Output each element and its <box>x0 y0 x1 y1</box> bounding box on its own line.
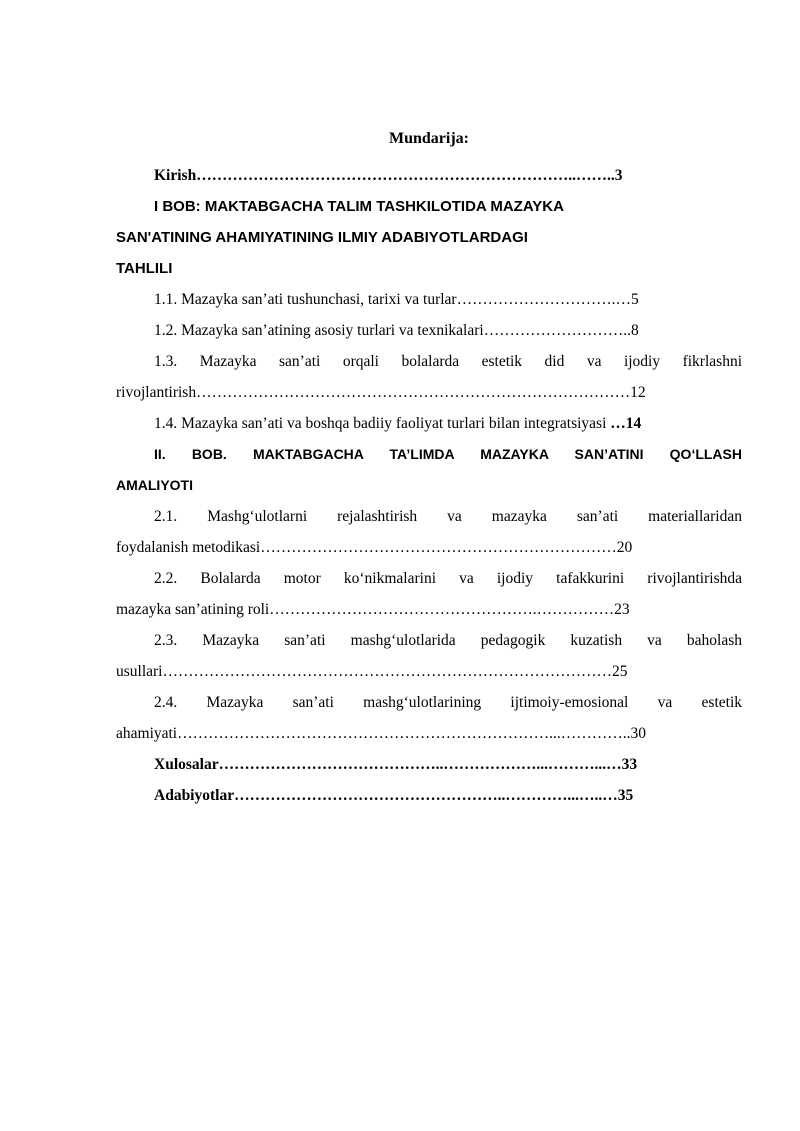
toc-chapter-2-line-2: AMALIYOTI <box>116 477 193 493</box>
toc-1-3-line-2 <box>116 377 742 408</box>
toc-2-3-line-2 <box>116 656 742 687</box>
toc-conclusions-dots: ……………………………………..………………...………...… <box>218 756 622 773</box>
toc-2-4-line-1: 2.4. Mazayka san’ati mashg‘ulotlarining ijtimoiy-emosional va estetik <box>154 694 742 711</box>
toc-references-label: Adabiyotlar <box>154 787 235 804</box>
toc-1-2-page: 8 <box>630 322 639 339</box>
toc-1-1-text: 1.1. Mazayka san’ati tushunchasi, tarixi va turlar <box>154 291 457 308</box>
toc-chapter-1-line-1: I BOB: MAKTABGACHA TALIM TASHKILOTIDA MAZAYKA <box>154 198 564 215</box>
toc-1-1-dots: ………………………….… <box>456 291 631 308</box>
toc-2-3-text: usullari <box>116 663 163 680</box>
toc-1-4-text: 1.4. Mazayka san’ati va boshqa badiiy faoliyat turlari bilan integratsiyasi <box>154 415 607 432</box>
toc-2-2-line-1: 2.2. Bolalarda motor ko‘nikmalarini va ijodiy tafakkurini rivojlantirishda <box>154 570 742 587</box>
toc-2-1-line-1: 2.1. Mashg‘ulotlarni rejalashtirish va mazayka san’ati materiallaridan <box>154 508 742 525</box>
toc-entry-1-1 <box>116 284 742 315</box>
toc-1-4-page: …14 <box>610 415 642 432</box>
toc-1-2-dots: ……………………….. <box>483 322 631 339</box>
toc-chapter-2-line-1: II. BOB. MAKTABGACHA TA’LIMDA MAZAYKA SAN’ATINI QO‘LLASH <box>154 446 742 462</box>
toc-2-1-page: 20 <box>616 539 633 556</box>
toc-2-3-dots: …………………………………………………………………………… <box>162 663 612 680</box>
toc-entry-conclusions <box>116 749 742 780</box>
toc-2-1-line-2 <box>116 532 742 563</box>
toc-entry-intro <box>116 160 742 191</box>
toc-chapter-1-line-3: TAHLILI <box>116 260 173 277</box>
toc-conclusions-page: 33 <box>621 756 638 773</box>
toc-chapter-2-heading <box>116 439 742 501</box>
toc-entry-references <box>116 780 742 811</box>
toc-intro-label: Kirish <box>154 167 197 184</box>
toc-1-1-page: 5 <box>630 291 639 308</box>
toc-2-4-page: 30 <box>630 725 646 742</box>
toc-entry-2-4 <box>116 687 742 749</box>
toc-intro-page: 3 <box>614 167 623 184</box>
toc-entry-2-3 <box>116 625 742 687</box>
toc-title: Mundarija: <box>389 130 469 147</box>
toc-2-2-dots: …………………………………………….…………… <box>269 601 615 618</box>
table-of-contents <box>116 128 742 811</box>
toc-2-3-line-1: 2.3. Mazayka san’ati mashg‘ulotlarida pedagogik kuzatish va baholash <box>154 632 742 649</box>
toc-entry-2-2 <box>116 563 742 625</box>
toc-entry-1-4 <box>116 408 742 439</box>
toc-1-3-line-1: 1.3. Mazayka san’ati orqali bolalarda estetik did va ijodiy fikrlashni <box>154 353 742 370</box>
toc-chapter-1-heading <box>116 191 742 284</box>
toc-2-2-page: 23 <box>614 601 630 618</box>
toc-2-2-line-2 <box>116 594 742 625</box>
toc-intro-dots: ………………………………………………………………..…….. <box>196 167 615 184</box>
toc-2-4-dots: ………………………………………………………………...………….. <box>177 725 631 742</box>
toc-entry-1-3 <box>116 346 742 408</box>
toc-2-1-text: foydalanish metodikasi <box>116 539 261 556</box>
toc-1-3-page: 12 <box>630 384 646 401</box>
toc-1-3-dots: ………………………………………………………………………… <box>196 384 631 401</box>
toc-references-page: 35 <box>617 787 634 804</box>
toc-entry-2-1 <box>116 501 742 563</box>
toc-2-4-line-2 <box>116 718 742 749</box>
toc-1-2-text: 1.2. Mazayka san’atining asosiy turlari va texnikalari <box>154 322 484 339</box>
toc-conclusions-label: Xulosalar <box>154 756 219 773</box>
toc-2-2-text: mazayka san’atining roli <box>116 601 270 618</box>
toc-chapter-1-line-2: SAN'ATINING AHAMIYATINING ILMIY ADABIYOTLARDAGI <box>116 229 528 246</box>
toc-1-3-text: rivojlantirish <box>116 384 197 401</box>
toc-2-4-text: ahamiyati <box>116 725 178 742</box>
toc-2-3-page: 25 <box>612 663 628 680</box>
toc-2-1-dots: …………………………………………………………… <box>260 539 617 556</box>
toc-entry-1-2 <box>116 315 742 346</box>
toc-references-dots: ……………………………………………..…………...…..… <box>234 787 618 804</box>
